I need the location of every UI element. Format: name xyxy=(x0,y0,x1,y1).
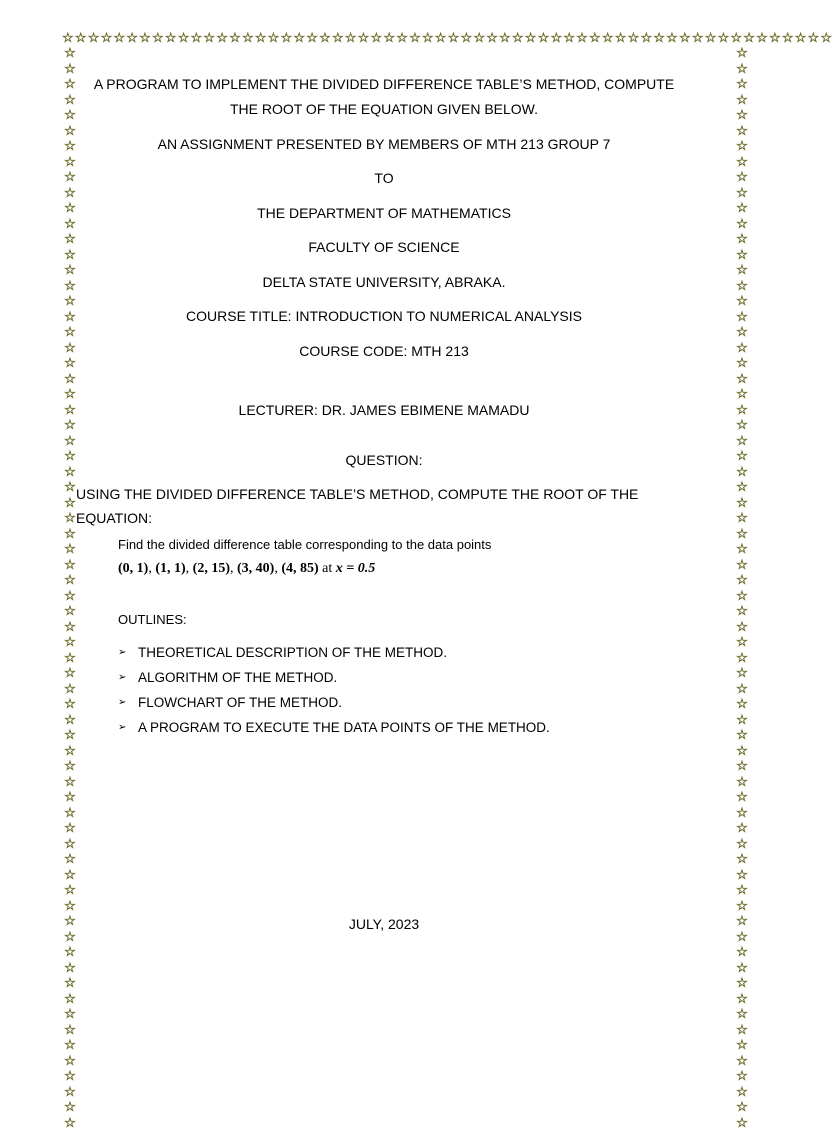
university: DELTA STATE UNIVERSITY, ABRAKA. xyxy=(262,274,506,290)
outlines-heading: OUTLINES: xyxy=(118,612,187,627)
question-line-1: USING THE DIVIDED DIFFERENCE TABLE’S METHOD, COMPUTE THE ROOT OF THE xyxy=(76,486,639,502)
question-heading: QUESTION: xyxy=(345,452,423,468)
department: THE DEPARTMENT OF MATHEMATICS xyxy=(257,205,511,221)
outline-item-text: ALGORITHM OF THE METHOD. xyxy=(138,670,338,685)
outline-item-text: THEORETICAL DESCRIPTION OF THE METHOD. xyxy=(138,645,448,660)
at-word: at xyxy=(322,561,333,576)
data-point: (4, 85) xyxy=(281,561,319,576)
document-date: JULY, 2023 xyxy=(348,916,420,932)
course-title: COURSE TITLE: INTRODUCTION TO NUMERICAL ANALYSIS xyxy=(186,308,582,324)
arrowhead-bullet-icon: ➢ xyxy=(118,672,127,683)
data-point: (0, 1) xyxy=(118,561,149,576)
outline-item-text: FLOWCHART OF THE METHOD. xyxy=(138,695,343,710)
list-item xyxy=(118,694,550,719)
list-item xyxy=(118,644,550,669)
star-border-left: ☆☆☆☆☆☆☆☆☆☆☆☆☆☆☆☆☆☆☆☆☆☆☆☆☆☆☆☆☆☆☆☆☆☆☆☆☆☆☆☆☆☆☆☆☆☆☆☆☆☆☆☆☆☆☆☆☆☆☆☆☆☆☆☆☆☆☆☆☆☆ xyxy=(64,46,76,1131)
list-item xyxy=(118,719,550,744)
course-code: COURSE CODE: MTH 213 xyxy=(299,343,469,359)
list-item xyxy=(118,669,550,694)
lecturer: LECTURER: DR. JAMES EBIMENE MAMADU xyxy=(238,402,530,418)
star-border-top: ☆☆☆☆☆☆☆☆☆☆☆☆☆☆☆☆☆☆☆☆☆☆☆☆☆☆☆☆☆☆☆☆☆☆☆☆☆☆☆☆☆☆☆☆☆☆☆☆☆☆☆☆☆☆☆☆☆☆☆☆ xyxy=(62,31,833,46)
arrowhead-bullet-icon: ➢ xyxy=(118,722,127,733)
arrowhead-bullet-icon: ➢ xyxy=(118,697,127,708)
data-points: (0, 1), (1, 1), (2, 15), (3, 40), (4, 85) at x = 0.5 xyxy=(118,561,376,576)
faculty: FACULTY OF SCIENCE xyxy=(308,239,460,255)
title-line-2: THE ROOT OF THE EQUATION GIVEN BELOW. xyxy=(229,101,539,117)
outline-item-text: A PROGRAM TO EXECUTE THE DATA POINTS OF THE METHOD. xyxy=(138,720,550,735)
arrowhead-bullet-icon: ➢ xyxy=(118,647,127,658)
title-line-1: A PROGRAM TO IMPLEMENT THE DIVIDED DIFFERENCE TABLE’S METHOD, COMPUTE xyxy=(93,76,675,92)
question-line-2: EQUATION: xyxy=(76,510,152,526)
presented-by: AN ASSIGNMENT PRESENTED BY MEMBERS OF MTH 213 GROUP 7 xyxy=(157,136,611,152)
to-text: TO xyxy=(374,170,394,186)
data-point: (1, 1) xyxy=(155,561,186,576)
question-instruction: Find the divided difference table corresponding to the data points xyxy=(118,537,492,552)
x-expression: x = 0.5 xyxy=(335,561,376,576)
star-border-right: ☆☆☆☆☆☆☆☆☆☆☆☆☆☆☆☆☆☆☆☆☆☆☆☆☆☆☆☆☆☆☆☆☆☆☆☆☆☆☆☆☆☆☆☆☆☆☆☆☆☆☆☆☆☆☆☆☆☆☆☆☆☆☆☆☆☆☆☆☆☆ xyxy=(736,46,748,1131)
outlines-list xyxy=(118,644,550,744)
data-point: (2, 15) xyxy=(192,561,230,576)
data-point: (3, 40) xyxy=(236,561,275,576)
